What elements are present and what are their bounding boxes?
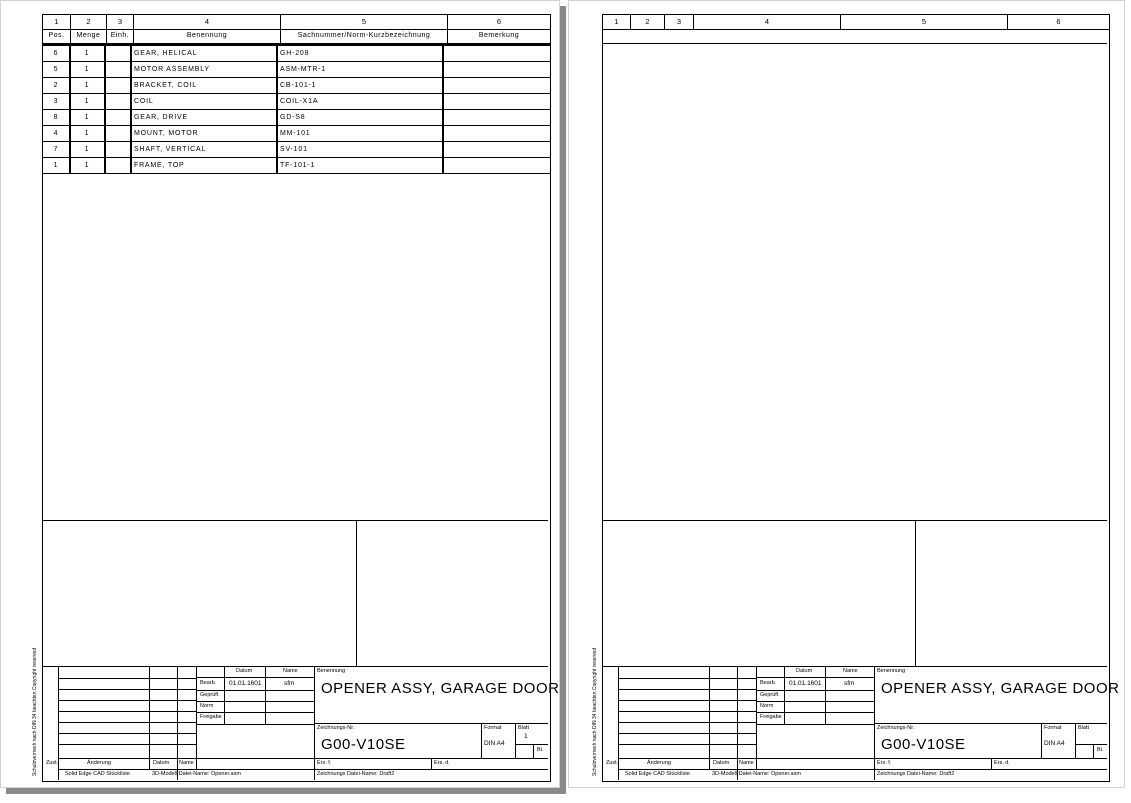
grid-line — [58, 769, 548, 770]
cell-qty: 1 — [70, 126, 105, 141]
format-value: DIN A4 — [484, 740, 505, 747]
bearb-name: sfm — [284, 680, 295, 687]
col-number: 6 — [1056, 17, 1061, 26]
grid-line — [515, 744, 548, 745]
cell-note — [443, 126, 550, 141]
table-row — [43, 94, 550, 110]
grid-line — [58, 689, 196, 690]
grid-line — [196, 690, 314, 691]
ers-fuer-label: Ers. f. — [877, 760, 892, 766]
drawing-frame — [42, 14, 560, 782]
title-block-top-line — [43, 666, 548, 667]
bearb-name: sfm — [844, 680, 855, 687]
table-row — [43, 158, 550, 174]
table-column-line — [70, 46, 71, 174]
cell-unit — [105, 110, 131, 125]
grid-line — [58, 722, 196, 723]
cell-unit — [105, 142, 131, 157]
grid-line — [177, 666, 178, 780]
geprueft-label: Geprüft — [200, 692, 219, 698]
drawing-file-label: Zeichnungs Datei-Name: Draft2 — [317, 771, 395, 777]
grid-line — [756, 724, 874, 725]
blatt-label: Blatt — [1078, 725, 1090, 731]
grid-line — [1093, 744, 1094, 758]
grid-line — [756, 677, 874, 678]
zust-label: Zust. — [606, 760, 619, 766]
copyright-note: Schutzvermerk nach DIN 34 beachten Copyright reserved — [32, 647, 38, 776]
grid-line — [149, 666, 150, 769]
cell-name: COIL — [131, 94, 277, 109]
lower-area-divider — [356, 520, 357, 666]
norm-label: Norm — [200, 703, 214, 709]
col-number: 6 — [496, 17, 502, 26]
cell-qty: 1 — [70, 110, 105, 125]
col-number: 2 — [631, 15, 665, 29]
cell-name: GEAR, HELICAL — [131, 46, 277, 61]
cell-unit — [105, 158, 131, 173]
grid-line — [737, 666, 738, 780]
cell-part: MM-101 — [277, 126, 443, 141]
cell-part: COIL-X1A — [277, 94, 443, 109]
blatt-total: Bl. — [537, 747, 544, 753]
cell-pos: 7 — [43, 142, 70, 157]
blatt-total: Bl. — [1097, 747, 1104, 753]
table-column-line — [131, 46, 132, 174]
grid-line — [58, 700, 196, 701]
grid-line — [756, 690, 874, 691]
stuckliste-label: Solid Edge CAD Stückliste — [625, 771, 690, 777]
cell-qty: 1 — [70, 62, 105, 77]
ers-d-label: Ers. d. — [434, 760, 450, 766]
col-number: 1 — [43, 15, 71, 29]
header-line — [603, 43, 1107, 44]
col-number: 4 — [134, 15, 281, 29]
table-row — [43, 78, 550, 94]
blatt-label: Blatt — [518, 725, 530, 731]
model-file-label: 3D-Modell Datei-Name: Opener.asm — [152, 771, 241, 777]
zeichnungs-nr-label: Zeichnungs-Nr. — [877, 725, 915, 731]
name-label: Name — [739, 760, 754, 766]
cell-part: SV-101 — [277, 142, 443, 157]
grid-line — [618, 769, 1107, 770]
title-block-top-line — [603, 666, 1107, 667]
drawing-number: G00-V10SE — [321, 736, 406, 753]
table-row — [43, 46, 550, 62]
format-label: Format — [1044, 725, 1062, 731]
bearb-date: 01.01.1601 — [789, 680, 822, 687]
grid-line — [991, 758, 992, 769]
grid-line — [196, 724, 314, 725]
drawing-title: OPENER ASSY, GARAGE DOOR — [321, 680, 560, 697]
cell-unit — [105, 78, 131, 93]
col-number: 2 — [71, 15, 107, 29]
grid-line — [196, 666, 197, 769]
grid-line — [481, 723, 482, 758]
cell-note — [443, 94, 550, 109]
cell-pos: 5 — [43, 62, 70, 77]
cell-part: CB-101-1 — [277, 78, 443, 93]
grid-line — [756, 701, 874, 702]
format-value: DIN A4 — [1044, 740, 1065, 747]
grid-line — [618, 700, 756, 701]
table-column-line — [277, 46, 278, 174]
cell-name: FRAME, TOP — [131, 158, 277, 173]
bom-header-pos: Pos. — [43, 29, 71, 43]
table-row — [43, 62, 550, 78]
cell-qty: 1 — [70, 142, 105, 157]
aenderung-label: Änderung — [87, 760, 111, 766]
table-row — [43, 110, 550, 126]
cell-pos: 6 — [43, 46, 70, 61]
cell-qty: 1 — [70, 46, 105, 61]
zeichnungs-nr-label: Zeichnungs-Nr. — [317, 725, 355, 731]
freigabe-label: Freigabe — [760, 714, 782, 720]
cell-note — [443, 78, 550, 93]
copyright-note: Schutzvermerk nach DIN 34 beachten Copyright reserved — [592, 647, 598, 776]
cell-part: GD-S8 — [277, 110, 443, 125]
ers-d-label: Ers. d. — [994, 760, 1010, 766]
cell-name: BRACKET, COIL — [131, 78, 277, 93]
benennung-label: Benennung — [317, 668, 346, 674]
bearb-label: Bearb. — [760, 680, 777, 686]
cell-name: SHAFT, VERTICAL — [131, 142, 277, 157]
grid-line — [196, 677, 314, 678]
grid-line — [756, 666, 757, 769]
cell-pos: 3 — [43, 94, 70, 109]
drawing-sheet-1 — [0, 0, 560, 788]
bearb-date: 01.01.1601 — [229, 680, 262, 687]
datum-header: Datum — [796, 668, 813, 674]
grid-line — [265, 666, 266, 724]
column-number-header — [43, 15, 550, 30]
table-column-line — [105, 46, 106, 174]
drawing-title: OPENER ASSY, GARAGE DOOR — [881, 680, 1120, 697]
lower-area-line — [43, 520, 548, 521]
bom-header-name: Benennung — [134, 29, 281, 43]
cell-pos: 1 — [43, 158, 70, 173]
col-number: 5 — [281, 15, 448, 29]
grid-line — [196, 712, 314, 713]
bom-header-note: Bemerkung — [478, 32, 520, 39]
name-label: Name — [179, 760, 194, 766]
grid-line — [618, 711, 756, 712]
grid-line — [618, 722, 756, 723]
table-column-line — [443, 46, 444, 174]
col-number: 4 — [694, 15, 841, 29]
benennung-label: Benennung — [877, 668, 906, 674]
name-header: Name — [283, 668, 298, 674]
cell-note — [443, 46, 550, 61]
cell-part: ASM-MTR-1 — [277, 62, 443, 77]
cell-part: TF-101-1 — [277, 158, 443, 173]
grid-line — [618, 689, 756, 690]
cell-unit — [105, 62, 131, 77]
blatt-value: 1 — [524, 733, 528, 740]
grid-line — [1041, 723, 1042, 758]
datum-label: Datum — [713, 760, 730, 766]
drawing-file-label: Zeichnungs Datei-Name: Draft2 — [877, 771, 955, 777]
cell-unit — [105, 94, 131, 109]
geprueft-label: Geprüft — [760, 692, 779, 698]
grid-line — [58, 678, 196, 679]
format-label: Format — [484, 725, 502, 731]
bom-header-part: Sachnummer/Norm-Kurzbezeichnung — [281, 29, 448, 43]
grid-line — [533, 744, 534, 758]
ers-fuer-label: Ers. f. — [317, 760, 332, 766]
drawing-sheet-2 — [568, 0, 1125, 788]
grid-line — [515, 723, 516, 758]
cell-unit — [105, 126, 131, 141]
bom-header — [43, 29, 550, 44]
zust-label: Zust. — [46, 760, 59, 766]
cell-qty: 1 — [70, 94, 105, 109]
cell-qty: 1 — [70, 158, 105, 173]
drawing-frame — [602, 14, 1120, 782]
grid-line — [825, 666, 826, 724]
grid-line — [1075, 723, 1076, 758]
grid-line — [756, 712, 874, 713]
column-number-header — [603, 15, 1109, 30]
grid-line — [1075, 744, 1107, 745]
grid-line — [58, 758, 548, 759]
norm-label: Norm — [760, 703, 774, 709]
grid-line — [618, 733, 756, 734]
cell-name: MOTOR ASSEMBLY — [131, 62, 277, 77]
bom-header-unit: Einh. — [107, 29, 134, 43]
grid-line — [784, 666, 785, 724]
drawing-number: G00-V10SE — [881, 736, 966, 753]
datum-header: Datum — [236, 668, 253, 674]
col-number: 3 — [665, 15, 694, 29]
grid-line — [431, 758, 432, 769]
datum-label: Datum — [153, 760, 170, 766]
grid-line — [58, 733, 196, 734]
table-row — [43, 126, 550, 142]
grid-line — [224, 666, 225, 724]
grid-line — [58, 711, 196, 712]
bom-header-qty: Menge — [71, 29, 107, 43]
grid-line — [618, 744, 756, 745]
aenderung-label: Änderung — [647, 760, 671, 766]
cell-pos: 8 — [43, 110, 70, 125]
cell-note — [443, 110, 550, 125]
model-file-label: 3D-Modell Datei-Name: Opener.asm — [712, 771, 801, 777]
cell-qty: 1 — [70, 78, 105, 93]
grid-line — [618, 678, 756, 679]
cell-note — [443, 62, 550, 77]
lower-area-divider — [915, 520, 916, 666]
cell-pos: 4 — [43, 126, 70, 141]
name-header: Name — [843, 668, 858, 674]
cell-name: MOUNT, MOTOR — [131, 126, 277, 141]
grid-line — [58, 744, 196, 745]
col-number: 3 — [107, 15, 134, 29]
cell-pos: 2 — [43, 78, 70, 93]
stuckliste-label: Solid Edge CAD Stückliste — [65, 771, 130, 777]
cell-note — [443, 142, 550, 157]
grid-line — [874, 723, 1107, 724]
cell-part: GH-208 — [277, 46, 443, 61]
grid-line — [314, 723, 548, 724]
cell-note — [443, 158, 550, 173]
col-number: 5 — [841, 15, 1008, 29]
table-row — [43, 142, 550, 158]
freigabe-label: Freigabe — [200, 714, 222, 720]
grid-line — [709, 666, 710, 769]
cell-unit — [105, 46, 131, 61]
bearb-label: Bearb. — [200, 680, 217, 686]
grid-line — [618, 758, 1107, 759]
lower-area-line — [603, 520, 1107, 521]
col-number: 1 — [603, 15, 631, 29]
cell-name: GEAR, DRIVE — [131, 110, 277, 125]
grid-line — [196, 701, 314, 702]
